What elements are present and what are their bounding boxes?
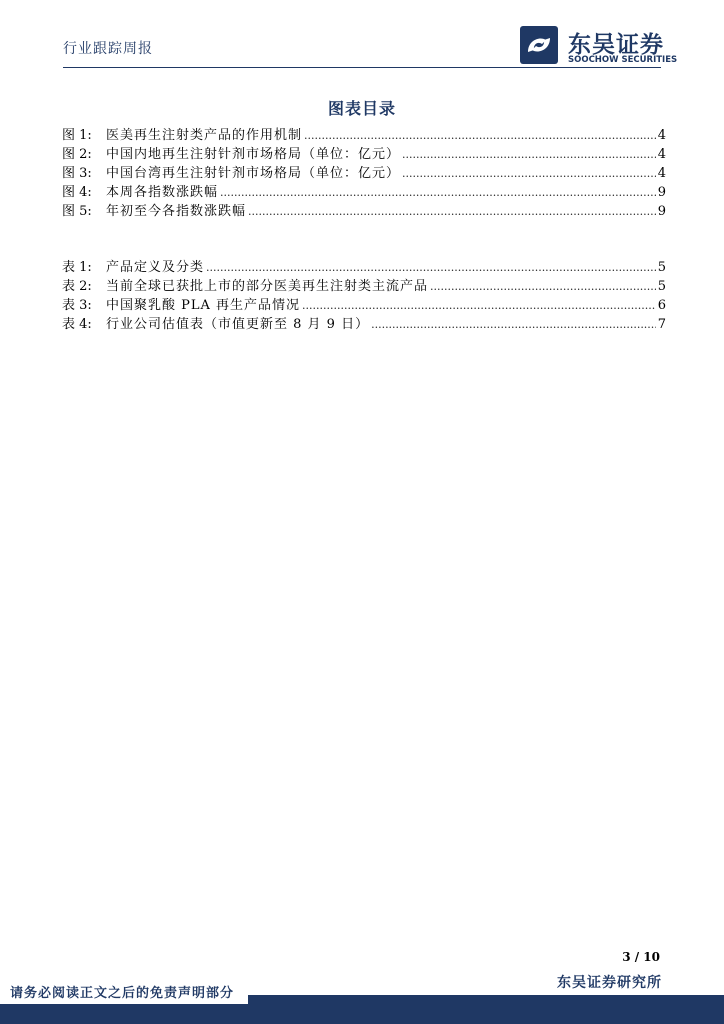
toc-entry-number: 图 1: <box>62 128 92 143</box>
company-logo <box>520 26 680 66</box>
toc-entry[interactable] <box>62 296 666 315</box>
toc-entry-page: 4 <box>657 166 666 181</box>
toc-entry-number: 表 2: <box>62 279 92 294</box>
dot-leader <box>430 277 656 296</box>
dot-leader <box>371 315 656 334</box>
toc-entry-page: 5 <box>657 279 666 294</box>
toc-entry-page: 4 <box>657 147 666 162</box>
toc-entry-title: 医美再生注射类产品的作用机制 <box>106 128 303 143</box>
table-list <box>62 258 666 334</box>
toc-entry-title: 产品定义及分类 <box>106 260 205 275</box>
toc-entry-title: 当前全球已获批上市的部分医美再生注射类主流产品 <box>106 279 429 294</box>
toc-entry-number: 图 2: <box>62 147 92 162</box>
dot-leader <box>402 145 656 164</box>
logo-english-name: SOOCHOW SECURITIES <box>568 55 678 65</box>
dot-leader <box>220 183 656 202</box>
toc-entry-title: 年初至今各指数涨跌幅 <box>106 204 247 219</box>
toc-entry-title: 行业公司估值表（市值更新至 8 月 9 日） <box>106 317 370 332</box>
toc-entry[interactable] <box>62 145 666 164</box>
toc-entry[interactable] <box>62 258 666 277</box>
toc-entry-title: 本周各指数涨跌幅 <box>106 185 219 200</box>
toc-entry[interactable] <box>62 126 666 145</box>
toc-entry-title: 中国台湾再生注射针剂市场格局（单位：亿元） <box>106 166 401 181</box>
toc-entry-page: 4 <box>657 128 666 143</box>
toc-entry-number: 表 3: <box>62 298 92 313</box>
toc-entry-page: 9 <box>657 185 666 200</box>
disclaimer-notice: 请务必阅读正文之后的免责声明部分 <box>10 986 235 1001</box>
toc-entry-number: 图 5: <box>62 204 92 219</box>
toc-entry-number: 图 4: <box>62 185 92 200</box>
toc-entry-page: 5 <box>657 260 666 275</box>
toc-entry-page: 6 <box>657 298 666 313</box>
toc-entry-number: 表 1: <box>62 260 92 275</box>
toc-entry[interactable] <box>62 315 666 334</box>
figure-list <box>62 126 666 221</box>
page-number: 3 / 10 <box>622 950 660 964</box>
toc-entry[interactable] <box>62 202 666 221</box>
report-type-label: 行业跟踪周报 <box>63 41 153 57</box>
toc-entry-number: 图 3: <box>62 166 92 181</box>
logo-chinese-name: 东吴证券 <box>568 32 664 58</box>
dot-leader <box>302 296 656 315</box>
toc-entry-page: 7 <box>657 317 666 332</box>
toc-title: 图表目录 <box>327 99 396 118</box>
toc-entry-title: 中国内地再生注射针剂市场格局（单位：亿元） <box>106 147 401 162</box>
toc-entry[interactable] <box>62 277 666 296</box>
dot-leader <box>402 164 656 183</box>
toc-entry[interactable] <box>62 164 666 183</box>
dot-leader <box>248 202 656 221</box>
dot-leader <box>206 258 656 277</box>
header-divider <box>63 67 661 68</box>
toc-entry[interactable] <box>62 183 666 202</box>
dot-leader <box>304 126 656 145</box>
toc-entry-number: 表 4: <box>62 317 92 332</box>
soochow-logo-icon <box>520 26 558 64</box>
toc-entry-title: 中国聚乳酸 PLA 再生产品情况 <box>106 298 301 313</box>
toc-entry-page: 9 <box>657 204 666 219</box>
institute-name: 东吴证券研究所 <box>557 975 662 991</box>
